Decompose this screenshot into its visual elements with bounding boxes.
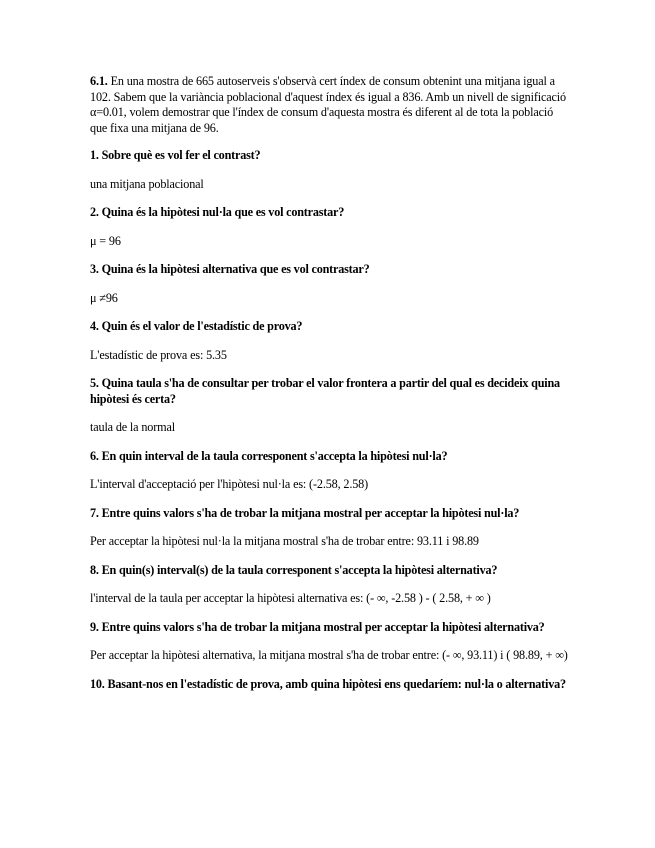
answer-2: μ = 96	[90, 233, 121, 248]
answer-4: L'estadístic de prova es: 5.35	[90, 347, 227, 362]
question-3: 3. Quina és la hipòtesi alternativa que es vol contrastar?	[90, 262, 370, 276]
qa-item-3	[90, 262, 570, 306]
question-8: 8. En quin(s) interval(s) de la taula corresponent s'accepta la hipòtesi alternativa?	[90, 562, 498, 577]
qa-item-6	[90, 449, 570, 493]
qa-item-9	[90, 620, 570, 664]
question-5: 5. Quina taula s'ha de consultar per trobar el valor frontera a partir del qual es decideix quina hipòtesi és certa?	[90, 376, 560, 406]
qa-item-1	[90, 148, 570, 192]
problem-text: En una mostra de 665 autoserveis s'observà cert índex de consum obtenint una mitjana igual a 102. Sabem que la variància poblacional d'aquest índex és igual a 836. Amb un nivell de significació α=0.01, volem demostrar que l'índex de consum d'aquesta mostra és diferent al de tota la població que fixa una mitjana de 96.	[90, 74, 566, 135]
answer-1: una mitjana poblacional	[90, 176, 204, 191]
answer-5: taula de la normal	[90, 420, 175, 434]
problem-statement	[90, 74, 570, 136]
qa-item-5	[90, 376, 570, 436]
question-7: 7. Entre quins valors s'ha de trobar la mitjana mostral per acceptar la hipòtesi nul·la?	[90, 505, 520, 520]
question-9: 9. Entre quins valors s'ha de trobar la mitjana mostral per acceptar la hipòtesi alternativa?	[90, 619, 545, 634]
answer-6: L'interval d'acceptació per l'hipòtesi nul·la es: (-2.58, 2.58)	[90, 477, 369, 491]
question-1: 1. Sobre què es vol fer el contrast?	[90, 148, 261, 162]
document-page	[90, 74, 570, 705]
qa-item-2	[90, 205, 570, 249]
question-10: 10. Basant-nos en l'estadístic de prova, amb quina hipòtesi ens quedaríem: nul·la o alternativa?	[90, 676, 566, 691]
answer-9: Per acceptar la hipòtesi alternativa, la mitjana mostral s'ha de trobar entre: (- ∞, 93.11) i ( 98.89, + ∞)	[90, 648, 568, 662]
qa-item-4	[90, 319, 570, 363]
qa-item-7	[90, 506, 570, 550]
answer-7: Per acceptar la hipòtesi nul·la la mitjana mostral s'ha de trobar entre: 93.11 i 98.89	[90, 534, 479, 548]
answer-3: μ ≠96	[90, 290, 118, 305]
qa-item-10	[90, 677, 570, 693]
question-6: 6. En quin interval de la taula corresponent s'accepta la hipòtesi nul·la?	[90, 448, 448, 463]
answer-8: l'interval de la taula per acceptar la hipòtesi alternativa es: (- ∞, -2.58 ) - ( 2.58, + ∞ )	[90, 591, 491, 605]
qa-item-8	[90, 563, 570, 607]
problem-number: 6.1.	[90, 74, 108, 88]
question-4: 4. Quin és el valor de l'estadístic de prova?	[90, 319, 303, 333]
question-2: 2. Quina és la hipòtesi nul·la que es vol contrastar?	[90, 205, 345, 219]
